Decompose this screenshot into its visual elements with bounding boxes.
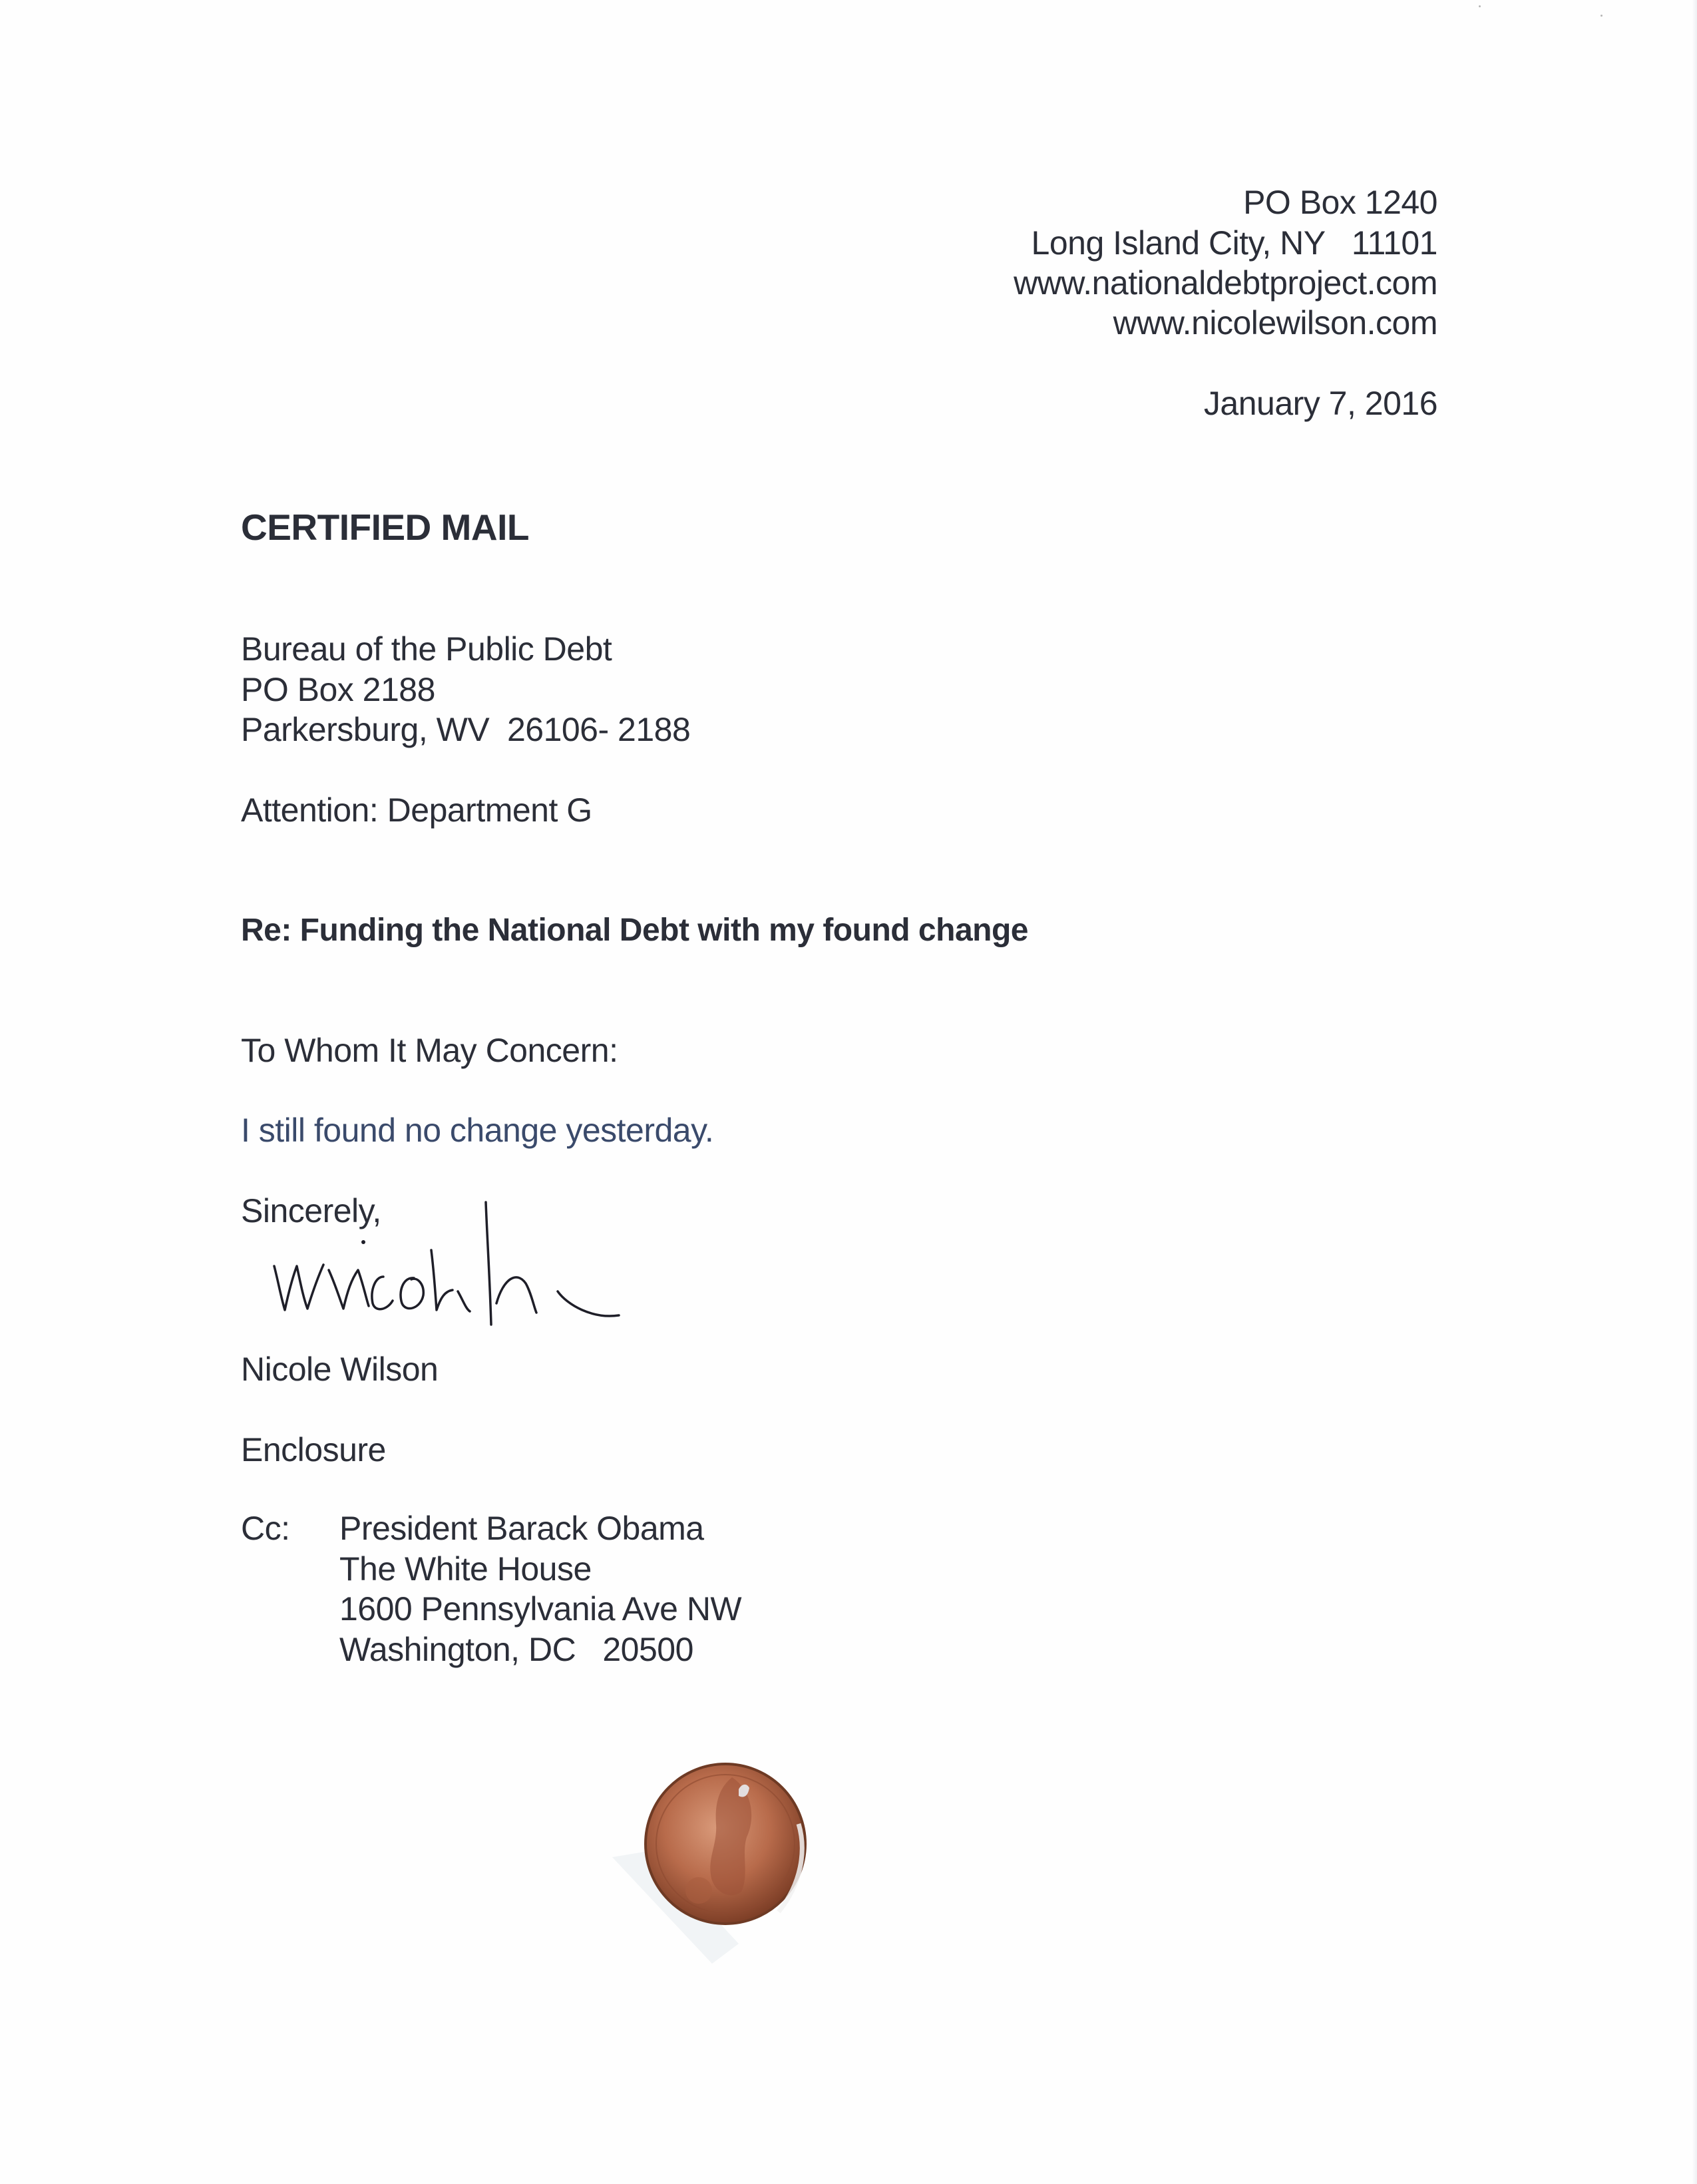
penny-coin-icon xyxy=(599,1724,825,1977)
signer-name: Nicole Wilson xyxy=(241,1351,439,1388)
scan-speck xyxy=(1479,5,1481,7)
cc-line4: Washington, DC 20500 xyxy=(339,1631,693,1668)
cc-line1: President Barack Obama xyxy=(339,1510,704,1547)
cc-label: Cc: xyxy=(241,1510,290,1547)
recipient-line3: Parkersburg, WV 26106- 2188 xyxy=(241,711,691,748)
salutation: To Whom It May Concern: xyxy=(241,1032,618,1069)
letter-body: I still found no change yesterday. xyxy=(241,1112,714,1149)
cc-line3: 1600 Pennsylvania Ave NW xyxy=(339,1590,742,1628)
sender-address-line2: Long Island City, NY 11101 xyxy=(1031,224,1437,262)
mail-type-heading: CERTIFIED MAIL xyxy=(241,507,529,548)
sender-address-line1: PO Box 1240 xyxy=(1243,184,1437,221)
cc-line2: The White House xyxy=(339,1550,592,1588)
subject-line: Re: Funding the National Debt with my found change xyxy=(241,913,1028,948)
letter-date: January 7, 2016 xyxy=(1203,385,1437,422)
sender-website-2: www.nicolewilson.com xyxy=(1113,304,1437,341)
recipient-line1: Bureau of the Public Debt xyxy=(241,630,612,668)
closing: Sincerely, xyxy=(241,1192,381,1229)
scan-speck xyxy=(1601,15,1603,17)
attention-line: Attention: Department G xyxy=(241,791,592,829)
handwritten-signature-icon xyxy=(266,1192,639,1338)
recipient-line2: PO Box 2188 xyxy=(241,671,435,708)
sender-website-1: www.nationaldebtproject.com xyxy=(1014,264,1437,302)
enclosure-note: Enclosure xyxy=(241,1431,386,1468)
scan-edge xyxy=(1692,0,1697,2184)
